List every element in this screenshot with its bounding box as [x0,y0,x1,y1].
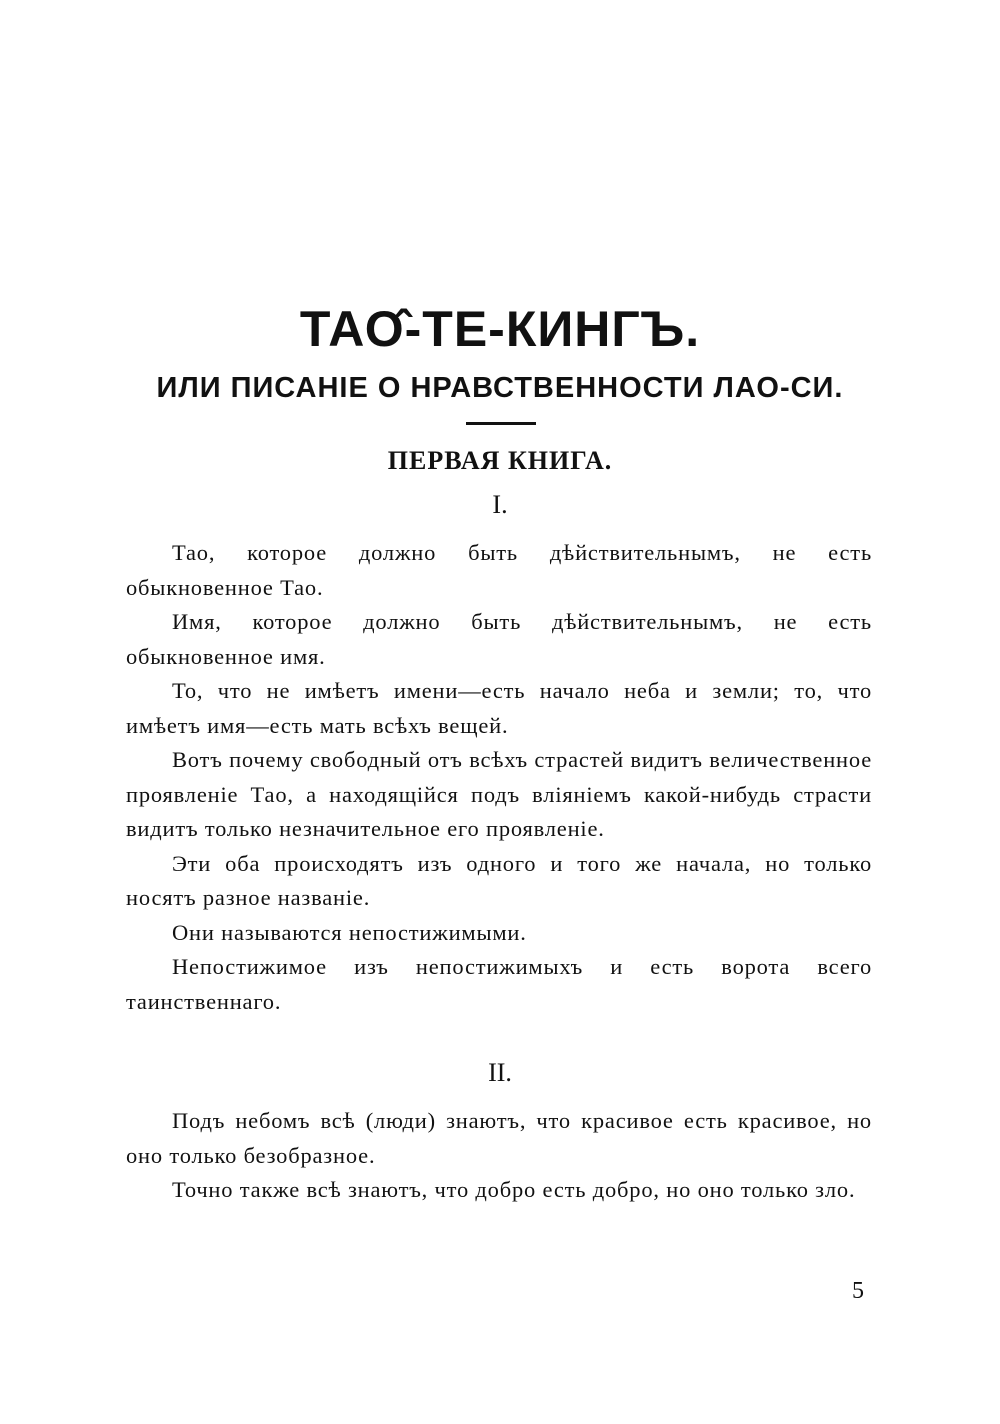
chapter-1-text [126,536,872,1019]
chapter-numeral-1: I. [492,490,508,519]
paragraph: Непостижимое изъ непостижимыхъ и есть ворота всего таинственнаго. [126,954,872,1014]
page-title: ТАО̂-ТЕ-КИНГЪ. [299,301,701,357]
book-heading: ПЕРВАЯ КНИГА. [387,446,613,475]
chapter-2-text [126,1104,872,1208]
paragraph: Они называются непостижимыми. [172,919,527,945]
paragraph: Точно также всѣ знаютъ, что добро есть добро, но оно только зло. [172,1177,856,1202]
paragraph: Эти оба происходятъ изъ одного и того же начала, но только носятъ разное названіе. [126,850,872,910]
chapter-numeral-2: II. [488,1058,512,1087]
page-number: 5 [852,1278,864,1304]
title-divider [466,422,536,425]
paragraph: То, что не имѣетъ имени—есть начало неба и земли; то, что имѣетъ имя—есть мать всѣхъ вещей. [126,678,872,738]
paragraph: Имя, которое должно быть дѣйствительнымъ, не есть обыкновенное имя. [126,609,872,669]
page-subtitle: ИЛИ ПИСАНІЕ О НРАВСТВЕННОСТИ ЛАО-СИ. [156,372,844,404]
paragraph: Тао, которое должно быть дѣйствительнымъ, не есть обыкновенное Тао. [126,540,872,600]
paragraph: Подъ небомъ всѣ (люди) знаютъ, что красивое есть красивое, но оно только безобразное. [126,1108,872,1168]
paragraph: Вотъ почему свободный отъ всѣхъ страстей видитъ величественное проявленіе Тао, а находящійся подъ вліяніемъ какой-нибудь страсти видитъ только незначительное его проявленіе. [126,747,872,841]
